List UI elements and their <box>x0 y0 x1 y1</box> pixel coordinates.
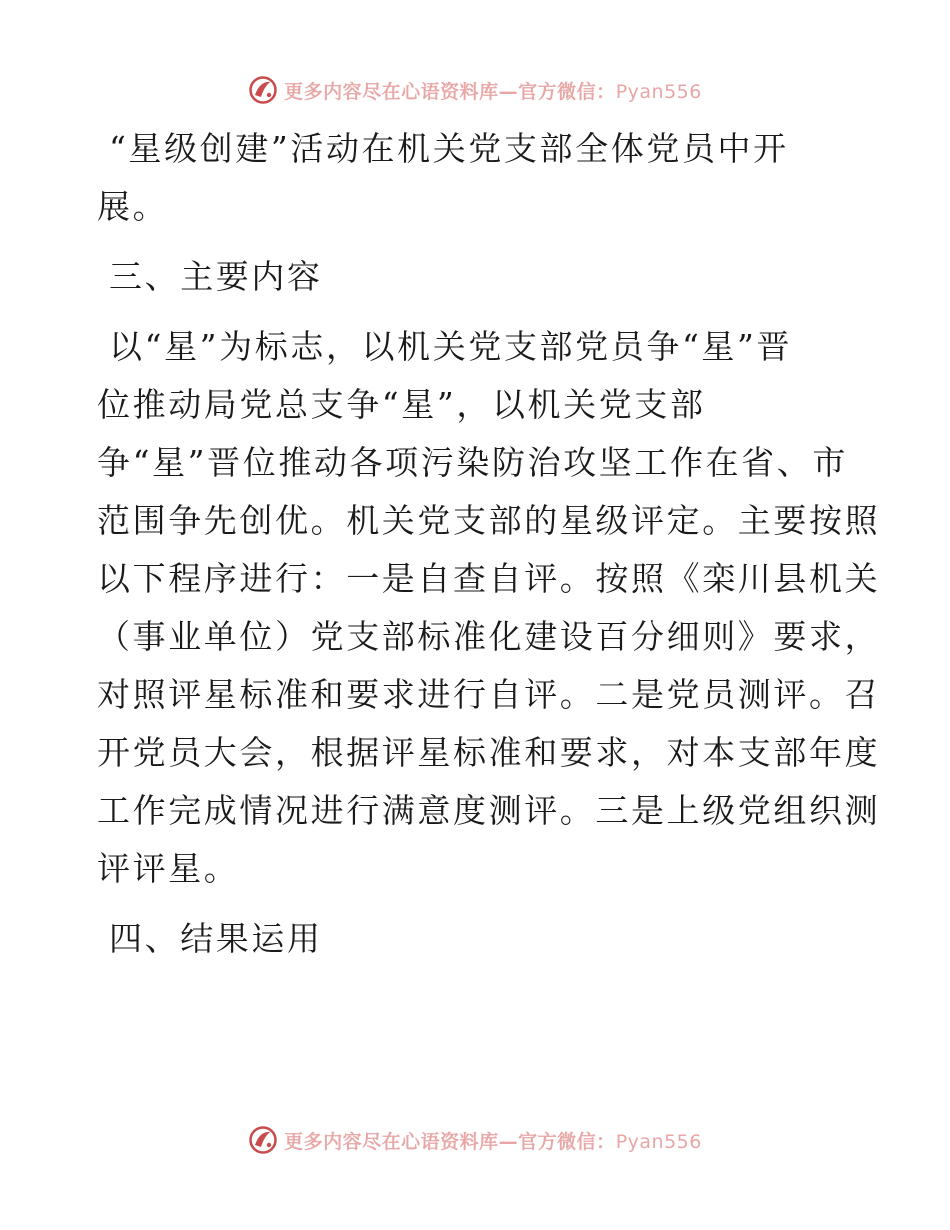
section-heading-3: 三、主要内容 <box>109 257 323 296</box>
watermark-brand: 更多内容尽在心语资料库 <box>284 80 499 103</box>
watermark-dash: — <box>498 80 519 103</box>
watermark-text <box>284 77 702 104</box>
watermark-text <box>284 1127 702 1154</box>
watermark-wechat-label: 官方微信： <box>518 80 616 103</box>
para2-line-3: 争“星”晋位推动各项污染防治攻坚工作在省、市 <box>97 443 848 482</box>
watermark-wechat-label: 官方微信： <box>518 1130 616 1153</box>
watermark-wechat-id: Pyan556 <box>615 80 702 103</box>
document-body <box>97 120 881 968</box>
para2-line-7: 对照评星标准和要求进行自评。二是党员测评。召 <box>97 675 881 714</box>
para2-line-6: （事业单位）党支部标准化建设百分细则》要求， <box>97 617 881 656</box>
para2-line-10: 评评星。 <box>97 849 240 888</box>
para2-line-8: 开党员大会，根据评星标准和要求，对本支部年度 <box>97 733 881 772</box>
para1-line-1: “星级创建”活动在机关党支部全体党员中开 <box>109 129 789 168</box>
brand-logo-icon <box>248 1125 278 1155</box>
brand-logo-icon <box>248 75 278 105</box>
watermark-banner-bottom <box>0 1120 950 1160</box>
para2-line-1: 以“星”为标志，以机关党支部党员争“星”晋 <box>109 327 793 366</box>
section-heading-4: 四、结果运用 <box>109 919 323 958</box>
para2-line-4: 范围争先创优。机关党支部的星级评定。主要按照 <box>97 501 881 540</box>
para2-line-9: 工作完成情况进行满意度测评。三是上级党组织测 <box>97 791 881 830</box>
watermark-wechat-id: Pyan556 <box>615 1130 702 1153</box>
para1-line-2: 展。 <box>97 187 169 226</box>
para2-line-5: 以下程序进行：一是自查自评。按照《栾川县机关 <box>97 559 881 598</box>
watermark-brand: 更多内容尽在心语资料库 <box>284 1130 499 1153</box>
para2-line-2: 位推动局党总支争“星”，以机关党支部 <box>97 385 706 424</box>
watermark-dash: — <box>498 1130 519 1153</box>
watermark-banner-top <box>0 70 950 110</box>
